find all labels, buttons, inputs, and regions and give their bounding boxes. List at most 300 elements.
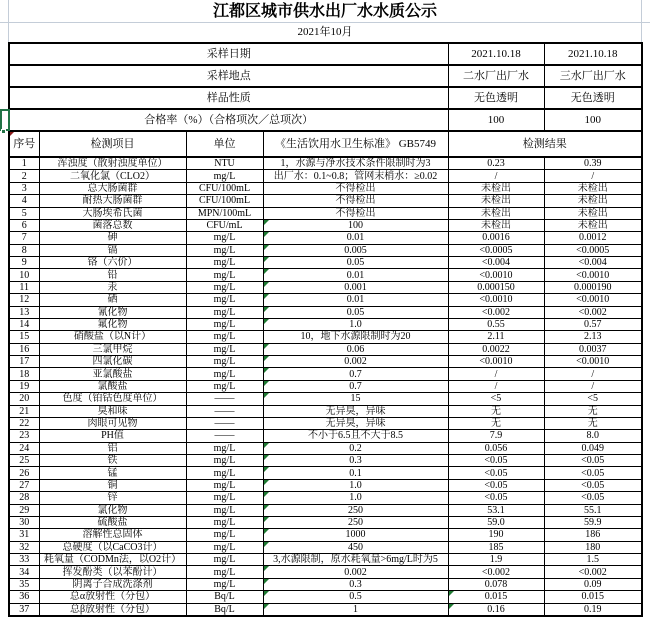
info-value-plant2[interactable]: 100 [448, 109, 544, 131]
error-flag-icon [264, 282, 269, 287]
cell-result-plant3[interactable]: 0.015 [544, 591, 642, 603]
table-row [9, 492, 642, 504]
cell-unit[interactable]: mg/L [186, 504, 263, 516]
cell-result-plant2[interactable]: <0.0010 [448, 294, 544, 306]
table-row [9, 219, 642, 231]
cell-result-plant3[interactable]: / [544, 170, 642, 182]
cell-unit[interactable]: mg/L [186, 306, 263, 318]
table-row [9, 318, 642, 330]
cell-item[interactable]: 镉 [39, 244, 186, 256]
cell-result-plant3[interactable]: 无 [544, 417, 642, 429]
cell-no[interactable]: 13 [9, 306, 39, 318]
col-header-unit[interactable]: 单位 [186, 131, 263, 157]
column-header-row [9, 131, 642, 157]
cell-no[interactable]: 19 [9, 380, 39, 392]
cell-unit[interactable]: mg/L [186, 257, 263, 269]
cell-result-plant2[interactable]: 185 [448, 541, 544, 553]
table-row [9, 417, 642, 429]
cell-item[interactable]: 总大肠菌群 [39, 182, 186, 194]
cell-no[interactable]: 27 [9, 479, 39, 491]
cell-no[interactable]: 26 [9, 467, 39, 479]
error-flag-icon [264, 381, 269, 386]
cell-result-plant2[interactable]: <0.05 [448, 467, 544, 479]
cell-result-plant3[interactable]: 0.57 [544, 318, 642, 330]
cell-result-plant2[interactable]: 1.9 [448, 554, 544, 566]
cell-standard[interactable]: 无异臭，异味 [263, 405, 448, 417]
cell-item[interactable]: 溶解性总固体 [39, 529, 186, 541]
cell-standard[interactable]: 0.01 [263, 294, 448, 306]
error-flag-icon [264, 368, 269, 373]
cell-standard[interactable]: 1.0 [263, 318, 448, 330]
error-flag-icon [449, 604, 454, 609]
cell-result-plant3[interactable]: <0.0010 [544, 294, 642, 306]
cell-item[interactable]: 铁 [39, 455, 186, 467]
cell-result-plant2[interactable]: / [448, 170, 544, 182]
cell-standard[interactable]: 1.0 [263, 479, 448, 491]
cell-standard[interactable]: 0.002 [263, 566, 448, 578]
cell-no[interactable]: 11 [9, 281, 39, 293]
cell-standard[interactable]: 0.005 [263, 244, 448, 256]
cell-standard[interactable]: 不得检出 [263, 207, 448, 219]
cell-unit[interactable]: mg/L [186, 578, 263, 590]
error-flag-icon [449, 591, 454, 596]
table-row [9, 281, 642, 293]
cell-result-plant3[interactable]: 0.000190 [544, 281, 642, 293]
error-flag-icon [264, 505, 269, 510]
cell-item[interactable]: 铜 [39, 479, 186, 491]
cell-item[interactable]: 砷 [39, 232, 186, 244]
cell-no[interactable]: 4 [9, 195, 39, 207]
cell-result-plant2[interactable]: 0.0016 [448, 232, 544, 244]
cell-result-plant2[interactable]: <0.0010 [448, 269, 544, 281]
cell-item[interactable]: 三氯甲烷 [39, 343, 186, 355]
cell-item[interactable]: 氯酸盐 [39, 380, 186, 392]
col-header-no[interactable]: 序号 [9, 131, 39, 157]
cell-no[interactable]: 32 [9, 541, 39, 553]
cell-unit[interactable]: mg/L [186, 492, 263, 504]
table-row [9, 393, 642, 405]
cell-result-plant2[interactable]: 无 [448, 405, 544, 417]
table-row [9, 306, 642, 318]
cell-no[interactable]: 24 [9, 442, 39, 454]
error-flag-icon [264, 294, 269, 299]
cell-no[interactable]: 7 [9, 232, 39, 244]
cell-result-plant2[interactable]: <0.05 [448, 455, 544, 467]
cell-standard[interactable]: 0.001 [263, 281, 448, 293]
cell-standard[interactable]: 1 [263, 603, 448, 616]
cell-item[interactable]: 汞 [39, 281, 186, 293]
cell-item[interactable]: 铝 [39, 442, 186, 454]
report-month: 2021年10月 [297, 26, 353, 38]
page-title: 江都区城市供水出厂水水质公示 [212, 3, 437, 20]
table-row [9, 380, 642, 392]
error-flag-icon [264, 604, 269, 609]
cell-item[interactable]: 硒 [39, 294, 186, 306]
cell-no[interactable]: 2 [9, 170, 39, 182]
cell-standard[interactable]: 0.7 [263, 368, 448, 380]
cell-item[interactable]: 阴离子合成洗涤剂 [39, 578, 186, 590]
cell-result-plant2[interactable]: 0.056 [448, 442, 544, 454]
cell-unit[interactable]: mg/L [186, 356, 263, 368]
error-flag-icon [264, 579, 269, 584]
cell-result-plant2[interactable]: <0.004 [448, 257, 544, 269]
info-row [9, 65, 642, 87]
cell-item[interactable]: 菌落总数 [39, 219, 186, 231]
cell-result-plant2[interactable]: 0.55 [448, 318, 544, 330]
cell-result-plant2[interactable]: 未检出 [448, 219, 544, 231]
col-header-result[interactable]: 检测结果 [448, 131, 642, 157]
cell-standard[interactable]: 0.05 [263, 306, 448, 318]
cell-result-plant3[interactable]: / [544, 368, 642, 380]
table-row [9, 455, 642, 467]
cell-standard[interactable]: 0.05 [263, 257, 448, 269]
error-flag-icon [264, 319, 269, 324]
cell-no[interactable]: 3 [9, 182, 39, 194]
cell-result-plant2[interactable]: 0.23 [448, 157, 544, 170]
cell-no[interactable]: 31 [9, 529, 39, 541]
cell-standard[interactable]: 0.002 [263, 356, 448, 368]
cell-standard[interactable]: 0.3 [263, 455, 448, 467]
cell-result-plant2[interactable]: <5 [448, 393, 544, 405]
cell-no[interactable]: 9 [9, 257, 39, 269]
cell-result-plant2[interactable]: / [448, 368, 544, 380]
cell-unit[interactable]: —— [186, 430, 263, 442]
cell-result-plant3[interactable]: <0.0010 [544, 269, 642, 281]
cell-result-plant3[interactable]: 0.0037 [544, 343, 642, 355]
cell-result-plant2[interactable]: / [448, 380, 544, 392]
cell-unit[interactable]: mg/L [186, 516, 263, 528]
cell-unit[interactable]: mg/L [186, 232, 263, 244]
cell-result-plant3[interactable]: 180 [544, 541, 642, 553]
table-row [9, 504, 642, 516]
cell-result-plant3[interactable]: 未检出 [544, 219, 642, 231]
col-header-standard[interactable]: 《生活饮用水卫生标准》 GB5749 [263, 131, 448, 157]
error-flag-icon [264, 443, 269, 448]
cell-item[interactable]: 锰 [39, 467, 186, 479]
cell-no[interactable]: 20 [9, 393, 39, 405]
cell-standard[interactable]: 0.3 [263, 578, 448, 590]
cell-no[interactable]: 29 [9, 504, 39, 516]
gridline-vertical-right [641, 0, 642, 42]
cell-no[interactable]: 25 [9, 455, 39, 467]
cell-standard[interactable]: 1，水源与净水技术条件限制时为3 [263, 157, 448, 170]
cell-no[interactable]: 21 [9, 405, 39, 417]
error-flag-icon [264, 220, 269, 225]
cell-no[interactable]: 35 [9, 578, 39, 590]
cell-item[interactable]: 色度（铂钴色度单位） [39, 393, 186, 405]
cell-unit[interactable]: mg/L [186, 331, 263, 343]
cell-result-plant2[interactable]: <0.002 [448, 566, 544, 578]
cell-no[interactable]: 16 [9, 343, 39, 355]
gridline-vertical-left [8, 0, 9, 42]
cell-item[interactable]: 二氧化氯（CLO2） [39, 170, 186, 182]
error-flag-icon [264, 257, 269, 262]
cell-unit[interactable]: CFU/mL [186, 219, 263, 231]
cell-unit[interactable]: mg/L [186, 554, 263, 566]
error-flag-icon [264, 455, 269, 460]
cell-result-plant2[interactable]: 59.0 [448, 516, 544, 528]
table-row [9, 195, 642, 207]
info-row [9, 87, 642, 109]
selection-fill-handle-icon[interactable] [1, 129, 6, 134]
cell-unit[interactable]: mg/L [186, 343, 263, 355]
cell-standard[interactable]: 不得检出 [263, 195, 448, 207]
cell-result-plant3[interactable]: <0.05 [544, 492, 642, 504]
cell-result-plant3[interactable]: 59.9 [544, 516, 642, 528]
cell-result-plant3[interactable]: <0.002 [544, 566, 642, 578]
info-label[interactable]: 采样日期 [9, 43, 448, 65]
cell-standard[interactable]: 1000 [263, 529, 448, 541]
cell-item[interactable]: 硫酸盐 [39, 516, 186, 528]
table-row [9, 554, 642, 566]
cell-standard[interactable]: 0.1 [263, 467, 448, 479]
cell-item[interactable]: 总α放射性（分包） [39, 591, 186, 603]
cell-standard[interactable]: 15 [263, 393, 448, 405]
cell-standard[interactable]: 0.01 [263, 232, 448, 244]
cell-unit[interactable]: CFU/100mL [186, 182, 263, 194]
cell-item[interactable]: 耗氧量（CODMn法，以O2计） [39, 554, 186, 566]
table-row [9, 430, 642, 442]
cell-result-plant3[interactable]: 8.0 [544, 430, 642, 442]
table-row [9, 405, 642, 417]
cell-item[interactable]: 铬（六价） [39, 257, 186, 269]
cell-item[interactable]: 硝酸盐（以N计） [39, 331, 186, 343]
cell-no[interactable]: 8 [9, 244, 39, 256]
error-flag-icon [264, 356, 269, 361]
cell-item[interactable]: 铅 [39, 269, 186, 281]
error-flag-icon [264, 480, 269, 485]
cell-standard[interactable]: 无异臭，异味 [263, 417, 448, 429]
cell-no[interactable]: 18 [9, 368, 39, 380]
cell-unit[interactable]: mg/L [186, 541, 263, 553]
cell-item[interactable]: 大肠埃希氏菌 [39, 207, 186, 219]
cell-result-plant3[interactable]: <0.05 [544, 467, 642, 479]
cell-no[interactable]: 37 [9, 603, 39, 616]
cell-result-plant3[interactable]: 0.0012 [544, 232, 642, 244]
cell-standard[interactable]: 0.5 [263, 591, 448, 603]
cell-item[interactable]: 氯化物 [39, 504, 186, 516]
cell-item[interactable]: 氟化物 [39, 318, 186, 330]
cell-standard[interactable]: 不小于6.5且不大于8.5 [263, 430, 448, 442]
cell-unit[interactable]: mg/L [186, 281, 263, 293]
cell-standard[interactable]: 0.2 [263, 442, 448, 454]
table-row [9, 516, 642, 528]
cell-unit[interactable]: —— [186, 405, 263, 417]
info-label[interactable]: 样品性质 [9, 87, 448, 109]
cell-result-plant3[interactable]: 0.049 [544, 442, 642, 454]
cell-result-plant2[interactable]: <0.05 [448, 479, 544, 491]
cell-unit[interactable]: mg/L [186, 380, 263, 392]
cell-standard[interactable]: 1.0 [263, 492, 448, 504]
cell-standard[interactable]: 10，地下水源限制时为20 [263, 331, 448, 343]
cell-result-plant2[interactable]: <0.05 [448, 492, 544, 504]
cell-result-plant3[interactable]: 无 [544, 405, 642, 417]
cell-result-plant2[interactable]: 0.000150 [448, 281, 544, 293]
cell-result-plant3[interactable]: <0.0010 [544, 356, 642, 368]
cell-unit[interactable]: mg/L [186, 442, 263, 454]
col-header-item[interactable]: 检测项目 [39, 131, 186, 157]
cell-result-plant3[interactable]: <0.002 [544, 306, 642, 318]
table-row [9, 170, 642, 182]
info-value-plant2[interactable]: 二水厂出厂水 [448, 65, 544, 87]
cell-result-plant3[interactable]: 0.19 [544, 603, 642, 616]
cell-item[interactable]: 挥发酚类（以苯酚计） [39, 566, 186, 578]
cell-standard[interactable]: 100 [263, 219, 448, 231]
cell-unit[interactable]: mg/L [186, 318, 263, 330]
cell-unit[interactable]: mg/L [186, 244, 263, 256]
cell-unit[interactable]: Bq/L [186, 603, 263, 616]
cell-result-plant3[interactable]: 0.39 [544, 157, 642, 170]
cell-result-plant2[interactable]: 2.11 [448, 331, 544, 343]
cell-item[interactable]: 亚氯酸盐 [39, 368, 186, 380]
info-value-plant3[interactable]: 100 [544, 109, 642, 131]
cell-item[interactable]: 浑浊度（散射浊度单位） [39, 157, 186, 170]
error-flag-icon [264, 591, 269, 596]
cell-selection-box[interactable] [0, 109, 10, 131]
cell-standard[interactable]: 250 [263, 504, 448, 516]
table-row [9, 157, 642, 170]
cell-no[interactable]: 30 [9, 516, 39, 528]
table-row [9, 343, 642, 355]
cell-unit[interactable]: MPN/100mL [186, 207, 263, 219]
cell-no[interactable]: 1 [9, 157, 39, 170]
cell-unit[interactable]: mg/L [186, 170, 263, 182]
cell-result-plant2[interactable]: 未检出 [448, 207, 544, 219]
cell-no[interactable]: 36 [9, 591, 39, 603]
table-row [9, 207, 642, 219]
cell-result-plant2[interactable]: 53.1 [448, 504, 544, 516]
cell-no[interactable]: 23 [9, 430, 39, 442]
cell-result-plant2[interactable]: 无 [448, 417, 544, 429]
error-flag-icon [264, 517, 269, 522]
info-value-plant3[interactable]: 2021.10.18 [544, 43, 642, 65]
cell-standard[interactable]: 不得检出 [263, 182, 448, 194]
cell-result-plant2[interactable]: 0.078 [448, 578, 544, 590]
cell-item[interactable]: 氰化物 [39, 306, 186, 318]
cell-result-plant3[interactable]: / [544, 380, 642, 392]
cell-no[interactable]: 10 [9, 269, 39, 281]
cell-item[interactable]: 臭和味 [39, 405, 186, 417]
info-value-plant3[interactable]: 无色透明 [544, 87, 642, 109]
cell-unit[interactable]: Bq/L [186, 591, 263, 603]
cell-result-plant3[interactable]: 未检出 [544, 195, 642, 207]
cell-unit[interactable]: mg/L [186, 479, 263, 491]
cell-item[interactable]: 总β放射性（分包） [39, 603, 186, 616]
table-row [9, 257, 642, 269]
info-label[interactable]: 采样地点 [9, 65, 448, 87]
cell-no[interactable]: 14 [9, 318, 39, 330]
cell-result-plant3[interactable]: 0.09 [544, 578, 642, 590]
cell-item[interactable]: 锌 [39, 492, 186, 504]
cell-item[interactable]: 肉眼可见物 [39, 417, 186, 429]
error-flag-icon [264, 307, 269, 312]
cell-result-plant2[interactable]: <0.0010 [448, 356, 544, 368]
cell-result-plant2[interactable]: <0.002 [448, 306, 544, 318]
cell-result-plant2[interactable]: 0.0022 [448, 343, 544, 355]
cell-result-plant2[interactable]: <0.0005 [448, 244, 544, 256]
cell-unit[interactable]: mg/L [186, 294, 263, 306]
table-row [9, 182, 642, 194]
cell-result-plant3[interactable]: <0.05 [544, 479, 642, 491]
info-value-plant2[interactable]: 2021.10.18 [448, 43, 544, 65]
cell-result-plant3[interactable]: 2.13 [544, 331, 642, 343]
cell-result-plant2[interactable]: 未检出 [448, 195, 544, 207]
cell-no[interactable]: 5 [9, 207, 39, 219]
cell-standard[interactable]: 450 [263, 541, 448, 553]
cell-unit[interactable]: NTU [186, 157, 263, 170]
cell-no[interactable]: 15 [9, 331, 39, 343]
cell-no[interactable]: 22 [9, 417, 39, 429]
table-row [9, 368, 642, 380]
cell-result-plant2[interactable]: 0.16 [448, 603, 544, 616]
cell-standard[interactable]: 0.06 [263, 343, 448, 355]
cell-result-plant3[interactable]: 1.5 [544, 554, 642, 566]
cell-result-plant2[interactable]: 7.9 [448, 430, 544, 442]
info-value-plant2[interactable]: 无色透明 [448, 87, 544, 109]
cell-no[interactable]: 17 [9, 356, 39, 368]
table-row [9, 269, 642, 281]
cell-item[interactable]: 总硬度（以CaCO3计） [39, 541, 186, 553]
cell-unit[interactable]: mg/L [186, 467, 263, 479]
error-flag-icon [264, 344, 269, 349]
cell-item[interactable]: 耐热大肠菌群 [39, 195, 186, 207]
cell-no[interactable]: 33 [9, 554, 39, 566]
info-label[interactable]: 合格率（%）（合格项次／总项次） [9, 109, 448, 131]
cell-unit[interactable]: mg/L [186, 455, 263, 467]
cell-standard[interactable]: 0.7 [263, 380, 448, 392]
cell-no[interactable]: 12 [9, 294, 39, 306]
table-row [9, 479, 642, 491]
table-row [9, 232, 642, 244]
cell-result-plant3[interactable]: 未检出 [544, 182, 642, 194]
cell-result-plant3[interactable]: <0.004 [544, 257, 642, 269]
cell-unit[interactable]: mg/L [186, 529, 263, 541]
error-flag-icon [264, 492, 269, 497]
cell-standard[interactable]: 出厂水：0.1~0.8；管网末梢水：≥0.02 [263, 170, 448, 182]
error-flag-icon [264, 467, 269, 472]
cell-result-plant3[interactable]: 55.1 [544, 504, 642, 516]
cell-no[interactable]: 28 [9, 492, 39, 504]
water-quality-table [8, 42, 643, 617]
table-row [9, 331, 642, 343]
cell-unit[interactable]: mg/L [186, 368, 263, 380]
cell-unit[interactable]: —— [186, 393, 263, 405]
cell-result-plant3[interactable]: 未检出 [544, 207, 642, 219]
error-flag-icon [264, 245, 269, 250]
error-flag-icon [264, 542, 269, 547]
info-row [9, 43, 642, 65]
cell-standard[interactable]: 0.01 [263, 269, 448, 281]
cell-unit[interactable]: mg/L [186, 566, 263, 578]
info-value-plant3[interactable]: 三水厂出厂水 [544, 65, 642, 87]
cell-unit[interactable]: mg/L [186, 269, 263, 281]
cell-standard[interactable]: 3,水源限制，原水耗氧量>6mg/L时为5 [263, 554, 448, 566]
cell-unit[interactable]: —— [186, 417, 263, 429]
cell-result-plant3[interactable]: <0.05 [544, 455, 642, 467]
cell-item[interactable]: 四氯化碳 [39, 356, 186, 368]
cell-result-plant2[interactable]: 190 [448, 529, 544, 541]
cell-unit[interactable]: CFU/100mL [186, 195, 263, 207]
cell-standard[interactable]: 250 [263, 516, 448, 528]
cell-no[interactable]: 6 [9, 219, 39, 231]
cell-item[interactable]: PH值 [39, 430, 186, 442]
cell-result-plant2[interactable]: 0.015 [448, 591, 544, 603]
cell-result-plant3[interactable]: <5 [544, 393, 642, 405]
cell-no[interactable]: 34 [9, 566, 39, 578]
cell-result-plant3[interactable]: <0.0005 [544, 244, 642, 256]
cell-result-plant2[interactable]: 未检出 [448, 182, 544, 194]
cell-result-plant3[interactable]: 186 [544, 529, 642, 541]
